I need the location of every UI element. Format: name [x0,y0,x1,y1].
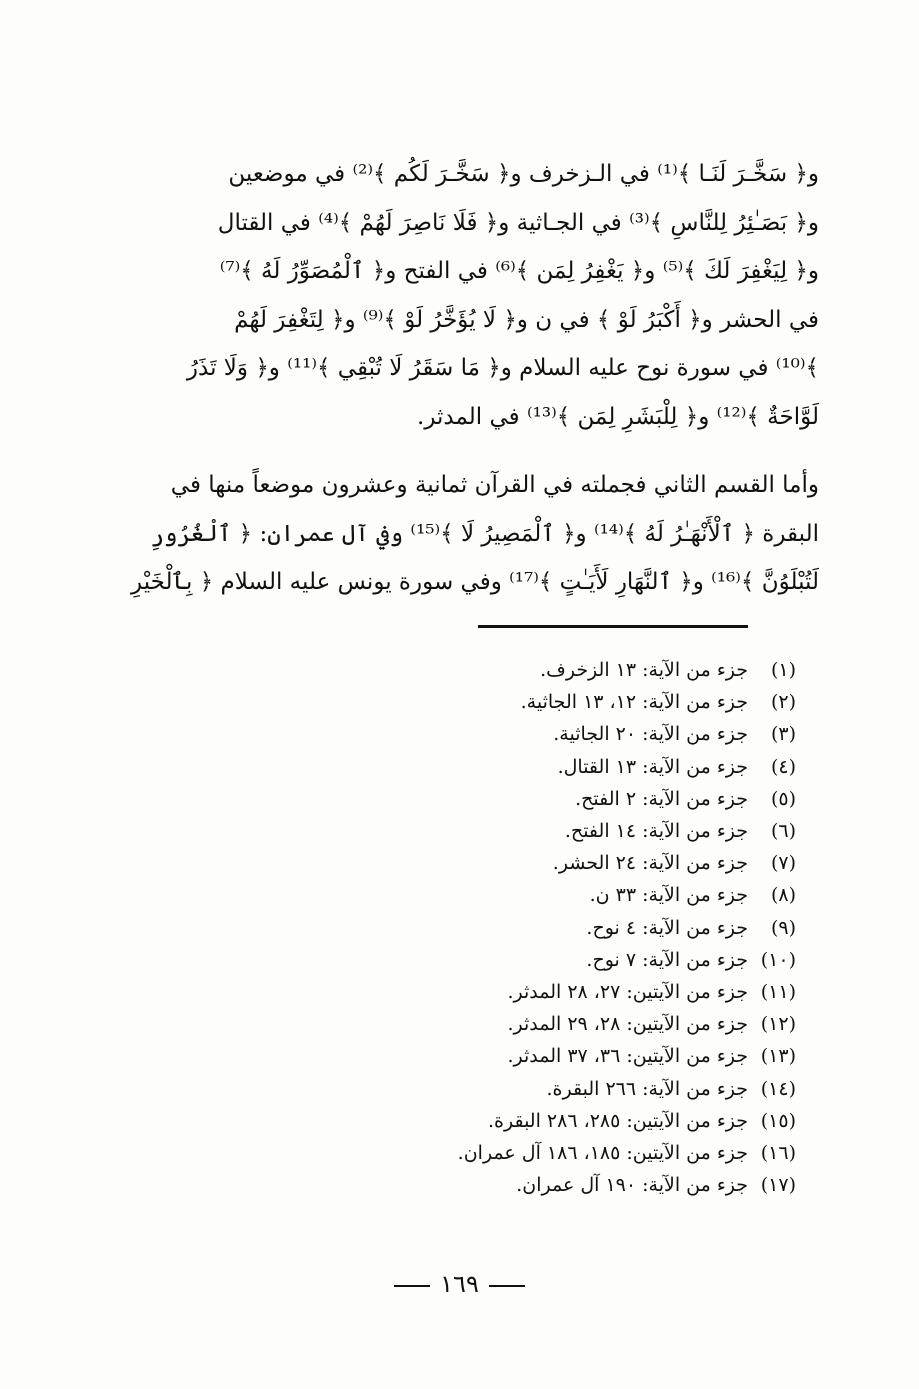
footnote [300,912,796,944]
text-line: لَوَّاحَةٌ ﴾⁽¹²⁾ و﴿ لِلْبَشَرِ لِمَن ﴾⁽¹³⁾ في المدثر. [417,403,819,430]
footnote-number: (١٥) [760,1109,796,1132]
footnote [300,976,796,1008]
footnote-number: (٣) [770,723,796,746]
footnote-text: جزء من الآيتين: ١٨٥، ١٨٦ آل عمران. [457,1142,748,1165]
footnote-number: (٤) [770,755,796,778]
footnote [300,654,796,686]
footnotes-list [300,654,796,1201]
page-number-dash [489,1285,525,1287]
text-line: في الحشر و﴿ أَكْبَرُ لَوْ ﴾ في ن و﴿ لَا يُؤَخَّرُ لَوْ ﴾⁽⁹⁾ و﴿ لِتَغْفِرَ لَهُمْ [234,306,819,333]
text-line: لَتُبْلَوُنَّ ﴾⁽¹⁶⁾ و﴿ ٱلنَّهَارِ لَأَيَـٰتٍ ﴾⁽¹⁷⁾ وفي سورة يونس عليه السلام ﴿ بِٱلْخَيْرِ [131,569,819,595]
footnote-number: (١٣) [760,1045,796,1068]
footnote-divider [478,625,748,628]
footnote-text: جزء من الآيتين: ٢٨، ٢٩ المدثر. [507,1013,748,1036]
page-number [0,1270,919,1298]
footnote-number: (١٦) [760,1142,796,1165]
footnote [300,1073,796,1105]
footnote [300,783,796,815]
footnote [300,718,796,750]
text-line: و﴿ بَصَـٰئِرُ لِلنَّاسِ ﴾⁽³⁾ في الجـاثية و﴿ فَلَا نَاصِرَ لَهُمْ ﴾⁽⁴⁾ في القتال [217,209,819,236]
footnote-text: جزء من الآيتين: ٢٧، ٢٨ المدثر. [507,981,748,1004]
footnote-text: جزء من الآية: ٧ نوح. [586,948,748,971]
page-number-text: ١٦٩ [440,1270,479,1298]
paragraph-2 [95,461,819,607]
footnote-number: (١) [770,659,796,681]
footnote [300,847,796,879]
footnote-number: (٦) [770,820,796,843]
footnote-number: (١٤) [760,1077,796,1100]
main-text [95,150,819,607]
footnote-number: (١٢) [760,1013,796,1036]
footnote-text: جزء من الآية: ٢ الفتح. [575,787,748,810]
footnote [300,686,796,718]
footnote [300,1105,796,1137]
footnote-text: جزء من الآية: ٢٠ الجاثية. [553,723,748,746]
footnote-number: (٥) [770,787,796,810]
footnote [300,1008,796,1040]
text-line: و﴿ لِيَغْفِرَ لَكَ ﴾⁽⁵⁾ و﴿ يَغْفِرُ لِمَن ﴾⁽⁶⁾ في الفتح و﴿ ٱلْمُصَوِّرُ لَهُ ﴾⁽⁷⁾ [219,258,819,284]
text-line: ﴾⁽¹⁰⁾ في سورة نوح عليه السلام و﴿ مَا سَقَرُ لَا تُبْقِي ﴾⁽¹¹⁾ و﴿ وَلَا تَذَرُ [186,355,819,381]
footnote-number: (٨) [770,884,796,907]
footnote-text: جزء من الآية: ١٣ القتال. [557,755,748,778]
footnote-number: (١٠) [760,948,796,971]
footnote-number: (٢) [770,691,796,714]
footnote-number: (١٧) [760,1174,796,1197]
footnote [300,815,796,847]
footnote [300,944,796,976]
footnote-number: (١١) [760,981,796,1004]
footnote [300,1137,796,1169]
footnote-text: جزء من الآية: ١٩٠ آل عمران. [516,1174,748,1197]
footnote-text: جزء من الآية: ٢٤ الحشر. [552,852,748,875]
footnote-text: جزء من الآية: ٢٦٦ البقرة. [546,1077,748,1100]
page-number-dash [394,1285,430,1287]
footnote-number: (٧) [770,852,796,875]
footnote [300,1040,796,1072]
footnote [300,751,796,783]
text-line: البقرة ﴿ ٱلْأَنْهَـٰرُ لَهُ ﴾⁽¹⁴⁾ و﴿ ٱلْمَصِيرُ لَا ﴾⁽¹⁵⁾ وفي آل عمران: ﴿ ٱلْغُرُورِ [150,520,819,547]
footnote-text: جزء من الآيتين: ٢٨٥، ٢٨٦ البقرة. [487,1109,748,1132]
footnote-text: جزء من الآية: ٣٣ ن. [589,884,748,907]
footnote-number: (٩) [770,916,796,939]
footnote-text: جزء من الآية: ٤ نوح. [586,916,748,939]
text-line: وأما القسم الثاني فجملته في القرآن ثمانية وعشرون موضعاً منها في [170,472,819,498]
footnote [300,1169,796,1201]
footnote-text: جزء من الآية: ١٢، ١٣ الجاثية. [520,691,748,714]
footnote-text: جزء من الآيتين: ٣٦، ٣٧ المدثر. [507,1045,748,1068]
text-line: و﴿ سَخَّـرَ لَنَـا ﴾⁽¹⁾ في الـزخرف و﴿ سَخَّـرَ لَكُم ﴾⁽²⁾ في موضعين [228,161,819,187]
paragraph-1 [95,150,819,441]
footnote-text: جزء من الآية: ١٤ الفتح. [564,820,748,843]
footnote [300,879,796,911]
footnote-text: جزء من الآية: ١٣ الزخرف. [540,659,748,681]
